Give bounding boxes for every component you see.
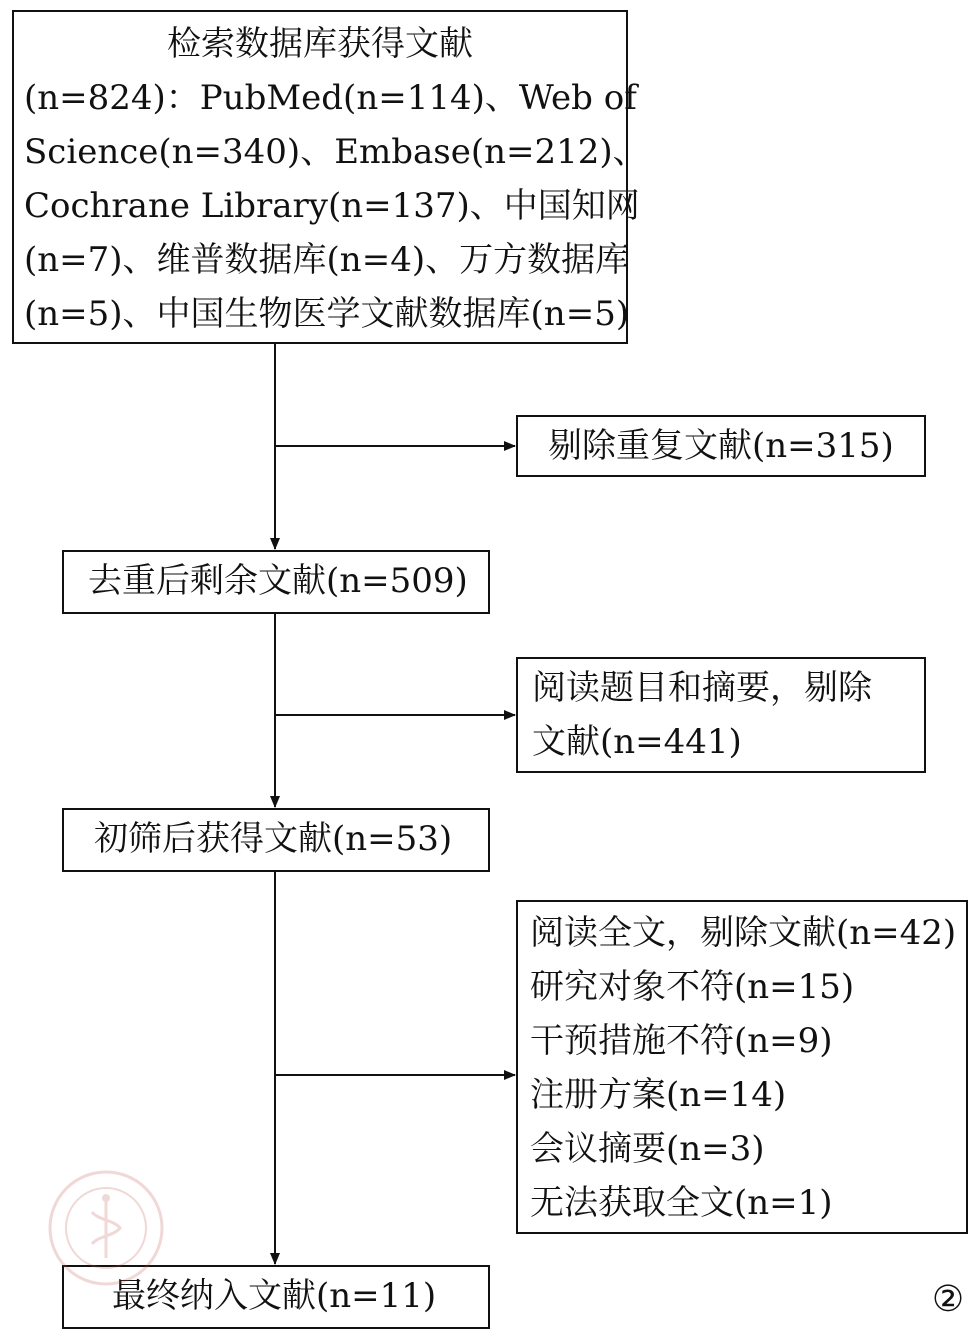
box-line: Science(n=340)、Embase(n=212)、 (24, 132, 647, 172)
box-line: 剔除重复文献(n=315) (548, 426, 894, 466)
box-line: (n=7)、维普数据库(n=4)、万方数据库 (24, 240, 630, 280)
box-line: 会议摘要(n=3) (530, 1129, 765, 1169)
box-line: 文献(n=441) (532, 722, 742, 762)
box-title-abstract-excluded (516, 657, 926, 773)
box-after-screening (62, 808, 490, 872)
box-line: (n=5)、中国生物医学文献数据库(n=5) (24, 294, 630, 334)
box-line: 干预措施不符(n=9) (530, 1021, 833, 1061)
box-after-dedup (62, 550, 490, 614)
box-line: 阅读题目和摘要，剔除 (532, 668, 872, 708)
box-line: Cochrane Library(n=137)、中国知网 (24, 186, 640, 226)
box-line: 研究对象不符(n=15) (530, 967, 855, 1007)
box-duplicates-removed (516, 415, 926, 477)
watermark-seal-icon (46, 1168, 166, 1288)
box-database-search (12, 10, 647, 344)
box-line: 检索数据库获得文献 (167, 24, 473, 64)
box-fulltext-excluded (516, 900, 968, 1234)
box-line: 无法获取全文(n=1) (530, 1183, 833, 1223)
box-line: (n=824)：PubMed(n=114)、Web of (24, 78, 637, 118)
box-line: 去重后剩余文献(n=509) (88, 561, 468, 601)
box-line: 初筛后获得文献(n=53) (94, 819, 453, 859)
box-line: 最终纳入文献(n=11) (112, 1276, 437, 1316)
box-line: 阅读全文，剔除文献(n=42) (530, 913, 957, 953)
panel-label: ② (931, 1279, 965, 1320)
box-line: 注册方案(n=14) (530, 1075, 787, 1115)
